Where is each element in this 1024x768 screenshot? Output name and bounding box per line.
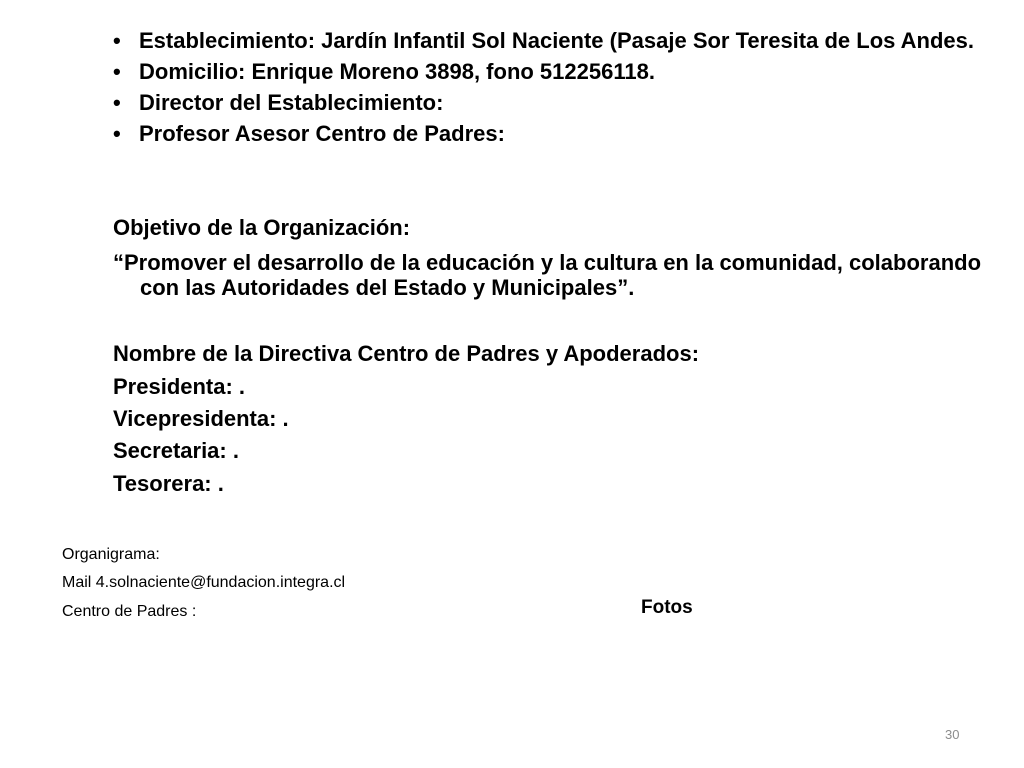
tesorera-line: Tesorera: .	[113, 471, 224, 496]
fotos-label: Fotos	[641, 597, 693, 618]
page-number: 30	[945, 727, 960, 742]
bullet-director	[111, 90, 991, 115]
bullet-domicilio	[111, 59, 991, 84]
bullet-text: Profesor Asesor Centro de Padres:	[139, 121, 505, 146]
bullet-text: Establecimiento: Jardín Infantil Sol Naciente (Pasaje Sor Teresita de Los Andes.	[139, 28, 975, 53]
directiva-heading: Nombre de la Directiva Centro de Padres y Apoderados:	[113, 341, 700, 366]
bullet-establecimiento	[111, 28, 991, 53]
mail-address: Mail 4.solnaciente@fundacion.integra.cl	[62, 574, 346, 591]
bullet-dot-icon: •	[113, 59, 121, 84]
centro-de-padres-label: Centro de Padres :	[62, 603, 197, 620]
presidenta-line: Presidenta: .	[113, 374, 246, 399]
bullet-text: Domicilio: Enrique Moreno 3898, fono 512256118.	[139, 59, 655, 84]
bullet-dot-icon: •	[113, 121, 121, 146]
bullet-dot-icon: •	[113, 28, 121, 53]
objetivo-quote: “Promover el desarrollo de la educación y la cultura en la comunidad, colaborando con las Autoridades del Estado y Municipales”.	[113, 250, 982, 300]
bullet-dot-icon: •	[113, 90, 121, 115]
vicepresidenta-line: Vicepresidenta: .	[113, 406, 289, 431]
organigrama-label: Organigrama:	[62, 546, 160, 563]
bullet-text: Director del Establecimiento:	[139, 90, 444, 115]
bullet-profesor-asesor	[111, 121, 991, 146]
objetivo-heading: Objetivo de la Organización:	[113, 215, 411, 240]
info-bullet-list	[111, 28, 991, 152]
secretaria-line: Secretaria: .	[113, 438, 239, 463]
